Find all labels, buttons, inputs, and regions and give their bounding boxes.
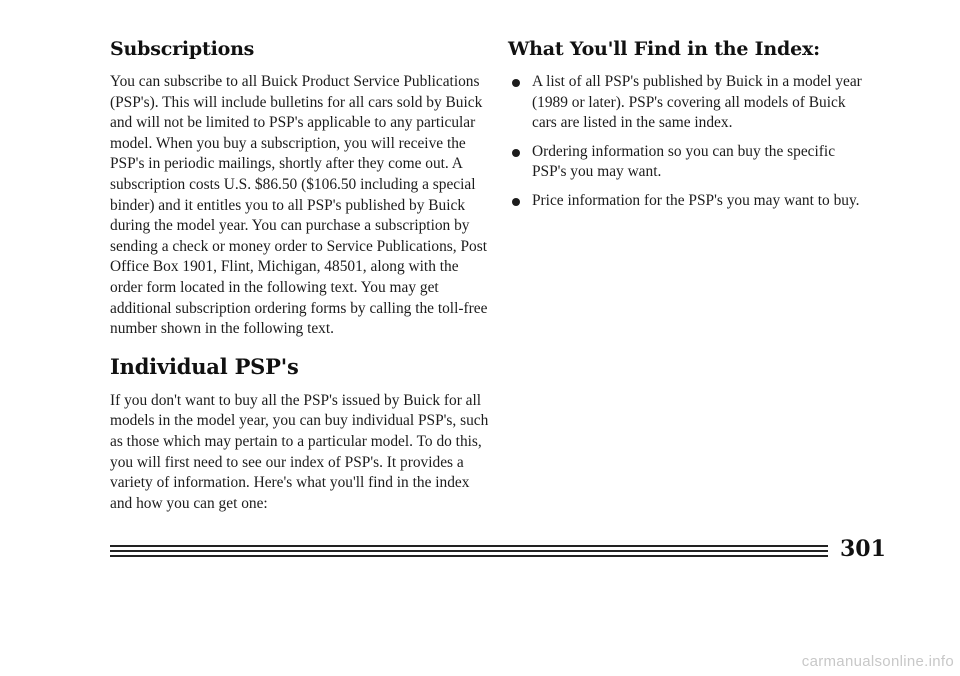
index-heading: What You'll Find in the Index:	[508, 38, 820, 60]
site-watermark[interactable]: carmanualsonline.info	[801, 653, 954, 670]
footer-rule-line	[110, 555, 828, 557]
footer-rule-line	[110, 550, 828, 552]
individual-psps-paragraph: If you don't want to buy all the PSP's issued by Buick for all models in the model year, you can buy individual PSP's, such as those which may pertain to a particular model. To do this, you will first need to see our index of PSP's. It provides a variety of information. Here's what you'll find in the index and how you can get one:	[110, 391, 489, 512]
bullet-icon	[512, 79, 520, 87]
right-column	[508, 38, 868, 220]
list-item	[508, 72, 868, 134]
list-item	[508, 142, 868, 183]
index-bullet-list	[508, 72, 868, 212]
footer-rule	[110, 545, 828, 559]
list-item-text: A list of all PSP's published by Buick in a model year (1989 or later). PSP's covering all models of Buick cars are listed in the same index.	[532, 73, 862, 132]
left-column	[110, 38, 490, 514]
subscriptions-paragraph: You can subscribe to all Buick Product Service Publications (PSP's). This will include bulletins for all cars sold by Buick and will not be limited to PSP's applicable to any particular model. When you buy a subscription, you will receive the PSP's in periodic mailings, shortly after they come out. A subscription costs U.S. $86.50 ($106.50 including a special binder) and it entitles you to all PSP's published by Buick during the model year. You can purchase a subscription by sending a check or money order to Service Publications, Post Office Box 1901, Flint, Michigan, 48501, along with the order form located in the following text. You may get additional subscription ordering forms by calling the toll-free number shown in the following text.	[110, 73, 488, 338]
list-item-text: Ordering information so you can buy the specific PSP's you may want.	[532, 142, 836, 181]
footer-rule-line	[110, 545, 828, 547]
individual-psps-heading: Individual PSP's	[110, 353, 299, 379]
bullet-icon	[512, 198, 520, 206]
page-number: 301	[840, 536, 886, 562]
list-item	[508, 191, 868, 212]
list-item-text: Price information for the PSP's you may want to buy.	[532, 191, 860, 209]
subscriptions-heading: Subscriptions	[110, 38, 255, 60]
bullet-icon	[512, 149, 520, 157]
